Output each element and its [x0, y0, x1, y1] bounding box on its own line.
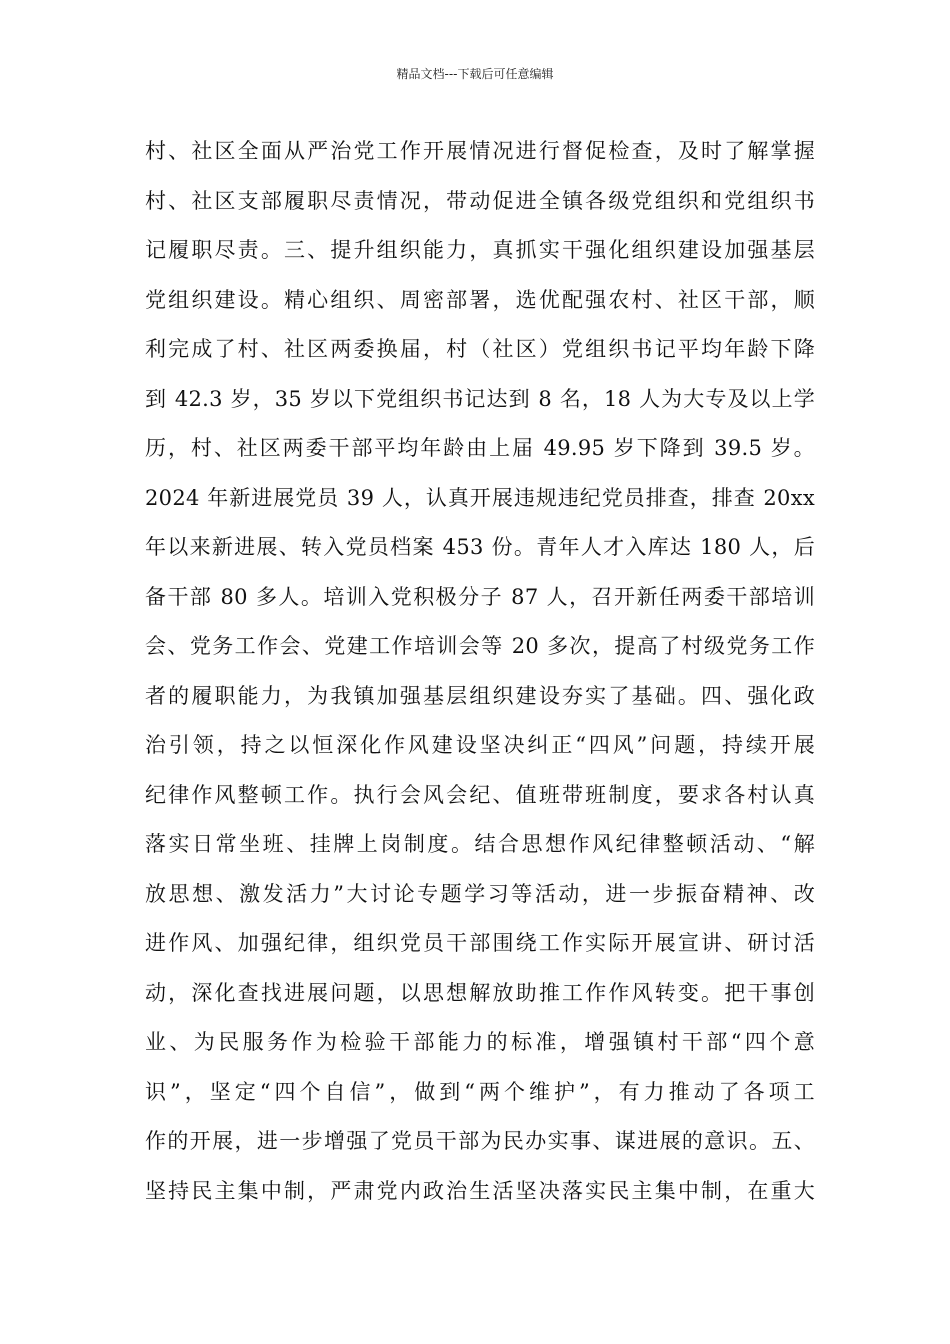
- text-line: 落实日常坐班、挂牌上岗制度。结合思想作风纪律整顿活动、“解: [145, 832, 815, 856]
- text-line: 年以来新进展、转入党员档案 453 份。青年人才入库达 180 人，后: [145, 535, 815, 559]
- text-line: 村、社区全面从严治党工作开展情况进行督促检查，及时了解掌握: [145, 139, 815, 163]
- text-line: 备干部 80 多人。培训入党积极分子 87 人，召开新任两委干部培训: [145, 584, 815, 609]
- text-line: 利完成了村、社区两委换届，村（社区）党组织书记平均年龄下降: [145, 337, 815, 361]
- text-line: 作的开展，进一步增强了党员干部为民办实事、谋进展的意识。五、: [145, 1129, 815, 1153]
- page-header: 精品文档---下载后可任意编辑: [396, 67, 554, 81]
- text-line: 到 42.3 岁，35 岁以下党组织书记达到 8 名，18 人为大专及以上学: [145, 386, 815, 411]
- text-line: 治引领，持之以恒深化作风建设坚决纠正“四风”问题，持续开展: [145, 733, 815, 757]
- text-line: 村、社区支部履职尽责情况，带动促进全镇各级党组织和党组织书: [145, 188, 815, 213]
- text-line: 记履职尽责。三、提升组织能力，真抓实干强化组织建设加强基层: [145, 238, 815, 262]
- text-line: 放思想、激发活力”大讨论专题学习等活动，进一步振奋精神、改: [145, 881, 815, 906]
- text-line: 者的履职能力，为我镇加强基层组织建设夯实了基础。四、强化政: [145, 683, 815, 708]
- text-line: 动，深化查找进展问题，以思想解放助推工作作风转变。把干事创: [145, 980, 815, 1005]
- text-line: 坚持民主集中制，严肃党内政治生活坚决落实民主集中制，在重大: [145, 1178, 815, 1203]
- text-line: 纪律作风整顿工作。执行会风会纪、值班带班制度，要求各村认真: [145, 782, 815, 807]
- text-line: 2024 年新进展党员 39 人，认真开展违规违纪党员排查，排查 20xx: [145, 485, 815, 510]
- text-line: 进作风、加强纪律，组织党员干部围绕工作实际开展宣讲、研讨活: [145, 931, 815, 955]
- text-line: 会、党务工作会、党建工作培训会等 20 多次，提高了村级党务工作: [145, 634, 815, 658]
- text-line: 识”，坚定“四个自信”，做到“两个维护”，有力推动了各项工: [145, 1079, 815, 1104]
- text-line: 业、为民服务作为检验干部能力的标准，增强镇村干部“四个意: [145, 1030, 815, 1054]
- text-line: 党组织建设。精心组织、周密部署，选优配强农村、社区干部，顺: [145, 287, 815, 312]
- document-body: [145, 127, 815, 1216]
- text-line: 历，村、社区两委干部平均年龄由上届 49.95 岁下降到 39.5 岁。: [145, 436, 815, 460]
